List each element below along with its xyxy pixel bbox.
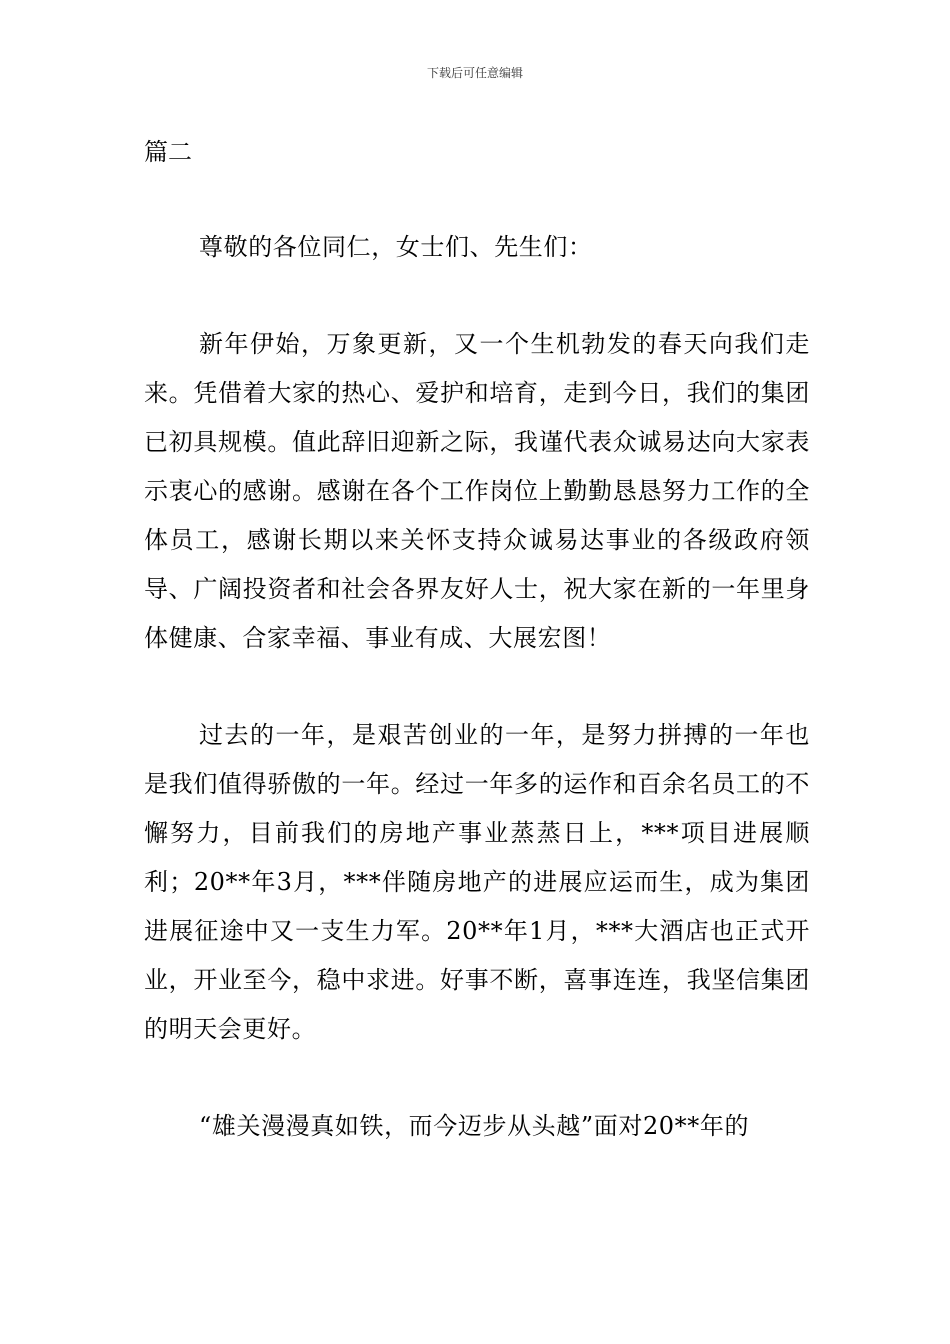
page-header-note: 下载后可任意编辑 bbox=[426, 66, 523, 80]
paragraph-1: 新年伊始，万象更新，又一个生机勃发的春天向我们走来。凭借着大家的热心、爱护和培育，走到今日，我们的集团已初具规模。值此辞旧迎新之际，我谨代表众诚易达向大家表示衷心的感谢。感谢在各个工作岗位上勤勤恳恳努力工作的全体员工，感谢长期以来关怀支持众诚易达事业的各级政府领导、广阔投资者和社会各界友好人士，祝大家在新的一年里身体健康、合家幸福、事业有成、大展宏图！ bbox=[144, 330, 810, 652]
document-body bbox=[144, 128, 810, 1151]
paragraph-3: “雄关漫漫真如铁，而今迈步从头越”面对20**年的 bbox=[199, 1112, 750, 1140]
paragraph-2: 过去的一年，是艰苦创业的一年，是努力拼搏的一年也是我们值得骄傲的一年。经过一年多的运作和百余名员工的不懈努力，目前我们的房地产事业蒸蒸日上，***项目进展顺利；20**年3月，***伴随房地产的进展应运而生，成为集团进展征途中又一支生力军。20**年1月，***大酒店也正式开业，开业至今，稳中求进。好事不断，喜事连连，我坚信集团的明天会更好。 bbox=[144, 721, 810, 1043]
section-title: 篇二 bbox=[144, 138, 192, 166]
salutation: 尊敬的各位同仁，女士们、先生们： bbox=[199, 233, 593, 261]
